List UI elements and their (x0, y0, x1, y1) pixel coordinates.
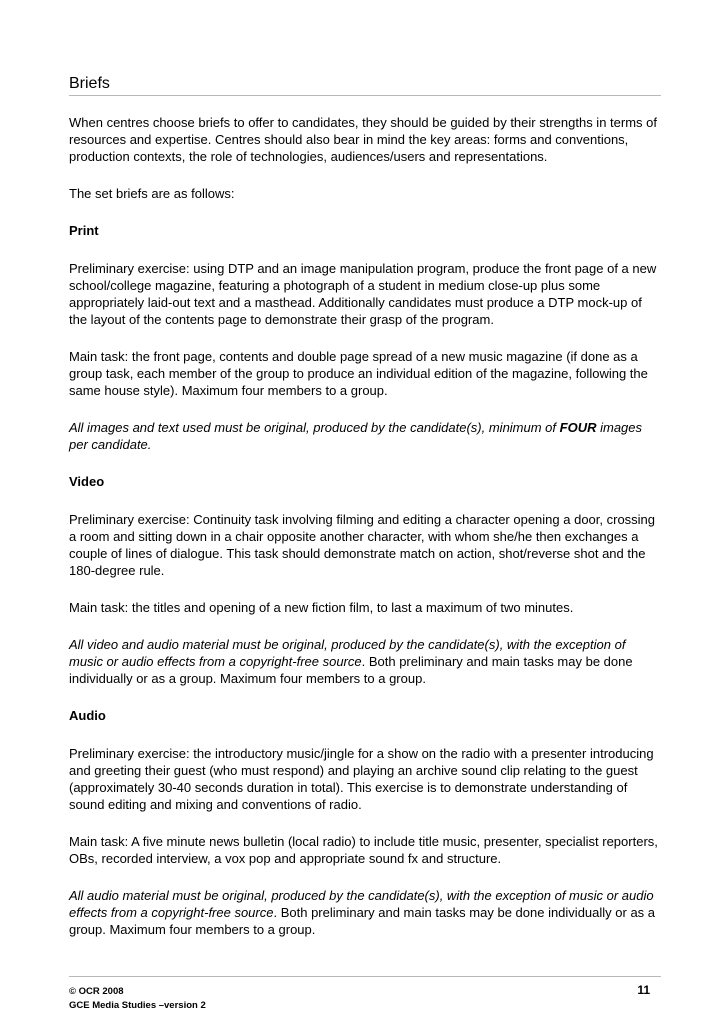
print-subheading: Print (69, 223, 99, 238)
audio-note-italic: All audio material must be original, produced by the candidate(s), with the exception of music or audio effects from a copyright-free source (69, 888, 654, 920)
video-note-paragraph (69, 636, 661, 687)
video-main-paragraph: Main task: the titles and opening of a new fiction film, to last a maximum of two minutes. (69, 600, 574, 615)
video-subheading: Video (69, 474, 105, 489)
print-preliminary-paragraph: Preliminary exercise: using DTP and an image manipulation program, produce the front page of a new school/college magazine, featuring a photograph of a student in medium close-up plus some appropriately laid-out text and a masthead. Additionally candidates must produce a DTP mock-up of the layout of the contents page to demonstrate their grasp of the program. (69, 261, 657, 327)
page-number: 11 (637, 983, 650, 997)
heading-divider (69, 95, 661, 96)
audio-main-paragraph: Main task: A five minute news bulletin (local radio) to include title music, presenter, specialist reporters, OBs, recorded interview, a vox pop and appropriate sound fx and structure. (69, 834, 658, 866)
document-page (69, 0, 661, 1030)
intro-paragraph: When centres choose briefs to offer to candidates, they should be guided by their strengths in terms of resources and expertise. Centres should also bear in mind the key areas: forms and conventions, production contexts, the role of technologies, audiences/users and representations. (69, 115, 657, 164)
print-note-bold: FOUR (559, 420, 597, 435)
footer-document-title: GCE Media Studies –version 2 (69, 1000, 206, 1011)
print-note-paragraph (69, 419, 661, 453)
footer (69, 985, 206, 1013)
lead-paragraph: The set briefs are as follows: (69, 186, 235, 201)
print-note-italic-2: images per candidate. (69, 420, 643, 452)
audio-note-paragraph (69, 887, 661, 938)
video-note-italic: All video and audio material must be original, produced by the candidate(s), with the exception of music or audio effects from a copyright-free source (69, 637, 626, 669)
video-preliminary-paragraph: Preliminary exercise: Continuity task involving filming and editing a character opening a door, crossing a room and sitting down in a chair opposite another character, with whom she/he then exchanges a couple of lines of dialogue. This task should demonstrate match on action, shot/reverse shot and the 180-degree rule. (69, 512, 656, 578)
footer-divider (69, 976, 661, 977)
print-main-paragraph: Main task: the front page, contents and double page spread of a new music magazine (if done as a group task, each member of the group to produce an individual edition of the magazine, following the same house style). Maximum four members to a group. (69, 349, 648, 398)
audio-subheading: Audio (69, 708, 106, 723)
footer-copyright: © OCR 2008 (69, 986, 124, 997)
video-note-plain: . Both preliminary and main tasks may be done individually or as a group. Maximum four members to a group. (69, 654, 633, 686)
section-heading: Briefs (69, 75, 110, 92)
audio-note-plain: . Both preliminary and main tasks may be done individually or as a group. Maximum four members to a group. (69, 905, 656, 937)
print-note-italic-1: All images and text used must be original, produced by the candidate(s), minimum of (69, 420, 560, 435)
audio-preliminary-paragraph: Preliminary exercise: the introductory music/jingle for a show on the radio with a presenter introducing and greeting their guest (who must respond) and playing an archive sound clip relating to the guest (approximately 30-40 seconds duration in total). This exercise is to demonstrate understanding of sound editing and mixing and conventions of radio. (69, 746, 654, 812)
document-body (69, 114, 661, 958)
